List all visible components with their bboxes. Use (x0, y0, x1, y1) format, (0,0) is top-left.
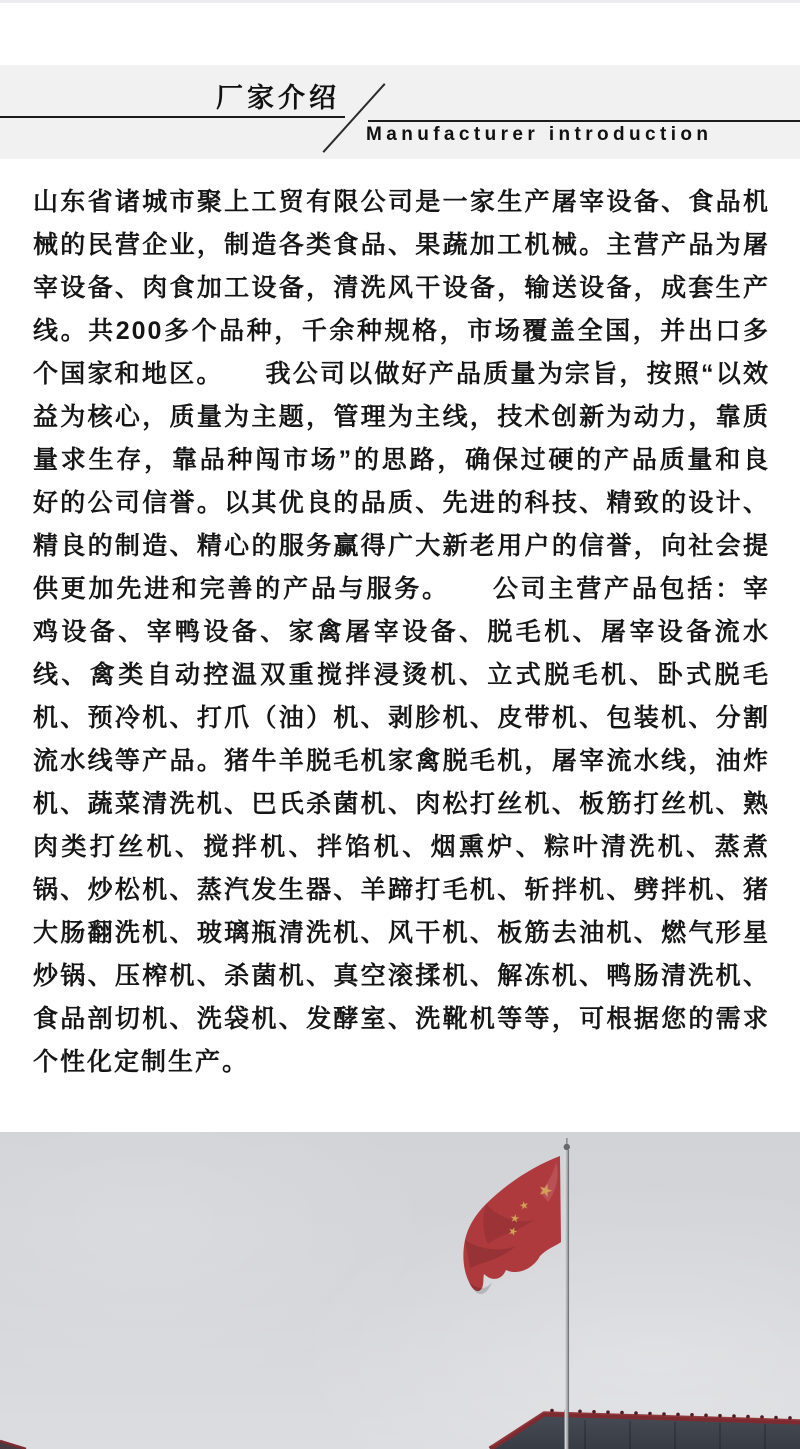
top-divider-strip (0, 0, 800, 3)
flag-pole (564, 1138, 570, 1449)
factory-photo (0, 1132, 800, 1449)
header-rule-left (0, 116, 345, 118)
section-title-en: Manufacturer introduction (366, 124, 713, 145)
section-header (0, 65, 800, 159)
factory-roof (0, 1409, 800, 1449)
header-rule-right (368, 120, 800, 122)
section-title-cn: 厂家介绍 (216, 83, 340, 113)
factory-photo-graphic (0, 1132, 800, 1449)
flag-star-small: ★ (517, 1198, 531, 1213)
flag-star-small: ★ (509, 1211, 521, 1226)
pole-shade-edge (568, 1150, 569, 1449)
flag-star-large: ★ (534, 1179, 556, 1203)
pole-finial-ball (564, 1144, 570, 1150)
company-intro-paragraph: 山东省诸城市聚上工贸有限公司是一家生产屠宰设备、食品机械的民营企业，制造各类食品、果蔬加工机械。主营产品为屠宰设备、肉食加工设备，清洗风干设备，输送设备，成套生产线。共200多个品种，千余种规格，市场覆盖全国，并出口多个国家和地区。 我公司以做好产品质量为宗旨，按照“以效益为核心，质量为主题，管理为主线，技术创新为动力，靠质量求生存，靠品种闯市场”的思路，确保过硬的产品质量和良好的公司信誉。以其优良的品质、先进的科技、精致的设计、精良的制造、精心的服务赢得广大新老用户的信誉，向社会提供更加先进和完善的产品与服务。 公司主营产品包括：宰鸡设备、宰鸭设备、家禽屠宰设备、脱毛机、屠宰设备流水线、禽类自动控温双重搅拌浸烫机、立式脱毛机、卧式脱毛机、预冷机、打爪（油）机、剥胗机、皮带机、包装机、分割流水线等产品。猪牛羊脱毛机家禽脱毛机，屠宰流水线，油炸机、蔬菜清洗机、巴氏杀菌机、肉松打丝机、板筋打丝机、熟肉类打丝机、搅拌机、拌馅机、烟熏炉、粽叶清洗机、蒸煮锅、炒松机、蒸汽发生器、羊蹄打毛机、斩拌机、劈拌机、猪大肠翻洗机、玻璃瓶清洗机、风干机、板筋去油机、燃气形星炒锅、压榨机、杀菌机、真空滚揉机、解冻机、鸭肠清洗机、食品剖切机、洗袋机、发酵室、洗靴机等等，可根据您的需求个性化定制生产。 (33, 188, 770, 1076)
flag-star-small: ★ (505, 1223, 520, 1240)
china-flag (463, 1156, 561, 1294)
